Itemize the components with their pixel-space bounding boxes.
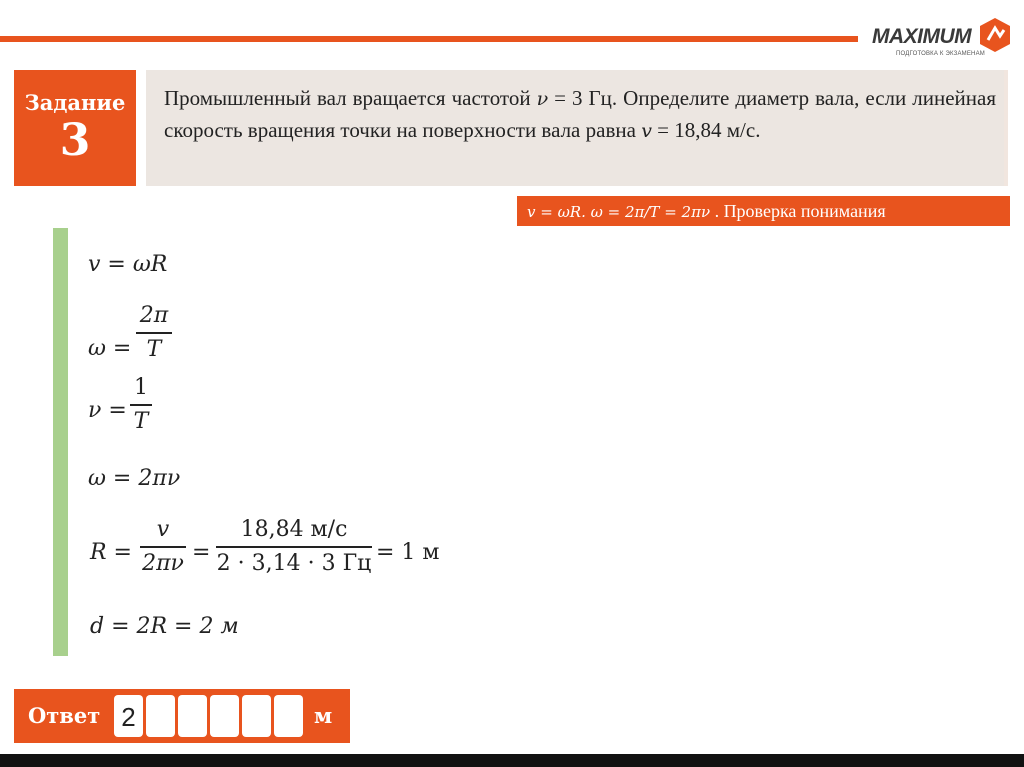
answer-cell[interactable] <box>274 695 303 737</box>
equation-5-denominator-1: 2πν <box>142 551 184 576</box>
fraction-bar <box>140 546 186 548</box>
answer-cell[interactable] <box>178 695 207 737</box>
equation-2-numerator: 2π <box>139 303 169 328</box>
task-text-part: Промышленный вал вращается частотой <box>164 86 537 110</box>
equation-3-fraction <box>130 374 152 436</box>
answer-cell[interactable] <box>146 695 175 737</box>
fraction-bar <box>136 332 172 334</box>
equation-5-denominator-2: 2 · 3,14 · 3 Гц <box>216 551 372 576</box>
task-label: Задание <box>24 90 126 115</box>
equation-5-result: = 1 м <box>376 540 440 565</box>
logo-tagline: ПОДГОТОВКА К ЭКЗАМЕНАМ <box>896 51 985 57</box>
equation-1 <box>88 252 167 277</box>
equation-2-denominator: T <box>146 337 162 362</box>
equation-6-text: d = 2R = 2 м <box>90 614 239 639</box>
equation-5-numerator-2: 18,84 м/с <box>240 517 348 542</box>
task-text <box>164 83 996 147</box>
logo-wordmark: MAXIMUM <box>872 25 972 48</box>
answer-label: Ответ <box>28 703 101 728</box>
answer-unit: м <box>314 703 333 728</box>
equation-5-lhs <box>90 540 132 565</box>
hint-text: . Проверка понимания <box>710 201 886 221</box>
task-text-part: = 18,84 м/с. <box>651 118 761 142</box>
equation-3-lhs <box>88 398 127 423</box>
task-statement <box>146 70 1008 186</box>
hint-banner <box>517 196 1010 226</box>
logo-mark-icon <box>980 18 1010 52</box>
task-badge <box>14 70 136 186</box>
fraction-bar <box>216 546 372 548</box>
equation-2-fraction <box>136 302 172 364</box>
answer-cell[interactable] <box>210 695 239 737</box>
task-text-part: = 3 Гц. Определите диаметр вала, если линейная скорость вращения точки на поверхности вала равна <box>164 86 996 142</box>
task-number: 3 <box>59 115 91 166</box>
equation-4-text: ω = 2πν <box>88 466 181 491</box>
equation-5-lhs-text: R = <box>90 540 132 565</box>
hint-formula: v = ωR. ω = 2π/T = 2πν <box>527 203 711 221</box>
equation-2-lhs-text: ω = <box>88 336 132 361</box>
answer-cell[interactable]: 2 <box>114 695 143 737</box>
equation-5-fraction-1 <box>140 516 186 578</box>
v-symbol: v <box>641 120 652 142</box>
equation-5-fraction-2 <box>216 516 372 578</box>
equation-4 <box>88 466 180 491</box>
nu-symbol: ν <box>536 88 549 110</box>
equation-3-numerator: 1 <box>134 375 148 400</box>
equation-3-lhs-text: ν = <box>88 398 127 423</box>
equation-2-lhs <box>88 336 131 361</box>
solution-accent-bar <box>53 228 68 656</box>
footer-bar <box>0 754 1024 767</box>
maximum-logo <box>872 14 1012 64</box>
equation-5-equals: = <box>192 540 211 565</box>
equation-5-numerator-1: v <box>156 517 170 542</box>
header-divider <box>0 36 858 42</box>
equation-1-text: v = ωR <box>88 252 168 277</box>
fraction-bar <box>130 404 152 406</box>
answer-panel <box>14 689 350 743</box>
equation-6 <box>90 614 239 639</box>
equation-3-denominator: T <box>133 409 149 434</box>
answer-cell[interactable] <box>242 695 271 737</box>
